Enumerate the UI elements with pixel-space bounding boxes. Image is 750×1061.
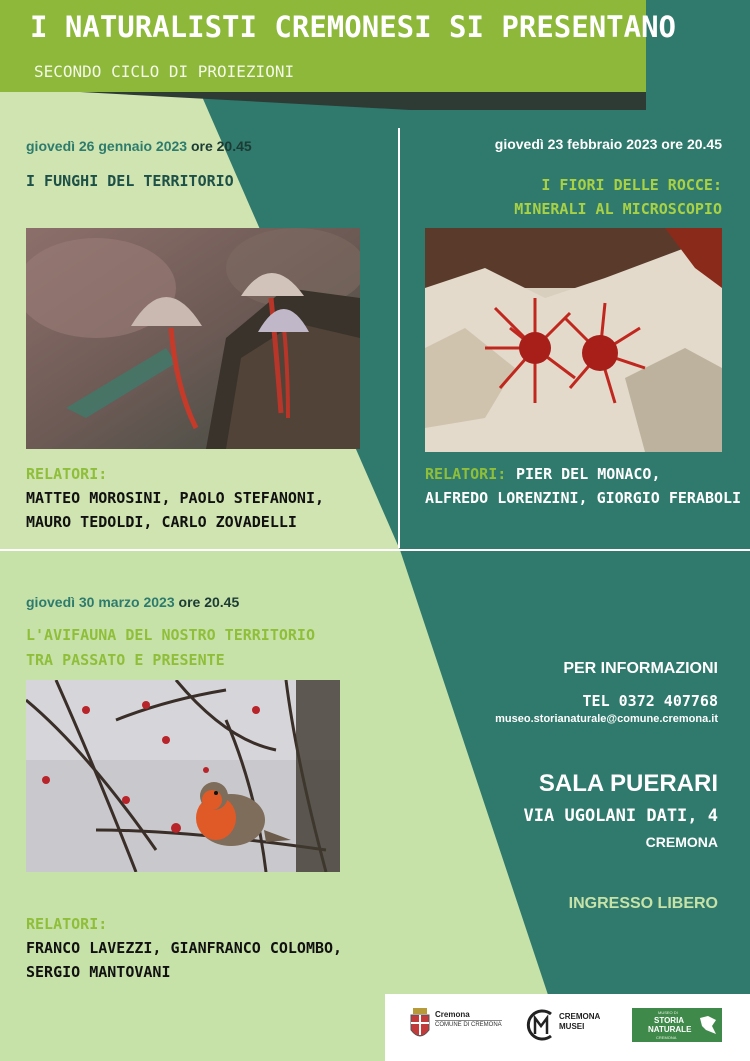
info-email[interactable]: museo.storianaturale@comune.cremona.it <box>495 713 718 725</box>
museo-logo-line-1: MUSEO DI <box>658 1010 678 1015</box>
mushroom-photo <box>26 228 360 449</box>
page-title: I NATURALISTI CREMONESI SI PRESENTANO <box>30 10 677 44</box>
event-3-date <box>26 594 239 610</box>
museo-logo-line-4: CREMONA <box>656 1035 677 1040</box>
event-2-date <box>495 136 722 152</box>
event-2-speakers-line-2: ALFREDO LORENZINI, GIORGIO FERABOLI <box>425 489 742 507</box>
logos-strip <box>385 994 750 1061</box>
event-2-topic-line-1: I FIORI DELLE ROCCE: <box>541 176 722 194</box>
event-2-speakers-label: RELATORI: <box>425 465 507 483</box>
info-phone: TEL 0372 407768 <box>582 692 718 710</box>
comune-name: Cremona <box>435 1010 470 1019</box>
mineral-photo <box>425 228 722 452</box>
event-1-speakers-line-1: MATTEO MOROSINI, PAOLO STEFANONI, <box>26 489 325 507</box>
entry-note: INGRESSO LIBERO <box>568 895 718 912</box>
event-1-date <box>26 138 252 154</box>
event-2-speakers-line-1: PIER DEL MONACO, <box>516 465 661 483</box>
event-3-time: ore 20.45 <box>178 594 240 610</box>
museo-storia-naturale-logo <box>632 1008 722 1042</box>
comune-caption: COMUNE DI CREMONA <box>435 1022 502 1028</box>
fossil-icon <box>698 1014 718 1041</box>
event-1-day: giovedì 26 gennaio 2023 <box>26 138 188 154</box>
museo-logo-line-3: NATURALE <box>648 1025 692 1034</box>
event-3-speakers-line-2: SERGIO MANTOVANI <box>26 963 171 981</box>
event-1-speakers-label: RELATORI: <box>26 465 108 483</box>
cremona-coat-of-arms-icon <box>410 1008 430 1047</box>
event-3-topic-line-1: L'AVIFAUNA DEL NOSTRO TERRITORIO <box>26 626 315 644</box>
page-subtitle: SECONDO CICLO DI PROIEZIONI <box>34 62 295 81</box>
musei-name-line-1: CREMONA <box>559 1012 601 1021</box>
info-heading: PER INFORMAZIONI <box>563 660 718 677</box>
event-3-topic-line-2: TRA PASSATO E PRESENTE <box>26 651 225 669</box>
robin-photo <box>26 680 340 872</box>
event-2-time: ore 20.45 <box>661 136 722 152</box>
event-1-topic: I FUNGHI DEL TERRITORIO <box>26 172 234 190</box>
musei-name-line-2: MUSEI <box>559 1022 585 1031</box>
venue-address: VIA UGOLANI DATI, 4 <box>523 806 718 826</box>
venue-name: SALA PUERARI <box>538 770 718 797</box>
event-3-day: giovedì 30 marzo 2023 <box>26 594 175 610</box>
event-1-speakers-line-2: MAURO TEDOLDI, CARLO ZOVADELLI <box>26 513 297 531</box>
event-3-speakers-label: RELATORI: <box>26 915 108 933</box>
event-1-time: ore 20.45 <box>190 138 252 154</box>
cremona-musei-logo-icon <box>525 1008 557 1047</box>
event-2-topic-line-2: MINERALI AL MICROSCOPIO <box>514 200 722 218</box>
museo-logo-line-2: STORIA <box>654 1016 685 1025</box>
event-3-speakers-line-1: FRANCO LAVEZZI, GIANFRANCO COLOMBO, <box>26 939 343 957</box>
event-2-day: giovedì 23 febbraio 2023 <box>494 136 658 152</box>
venue-city: CREMONA <box>645 834 718 850</box>
